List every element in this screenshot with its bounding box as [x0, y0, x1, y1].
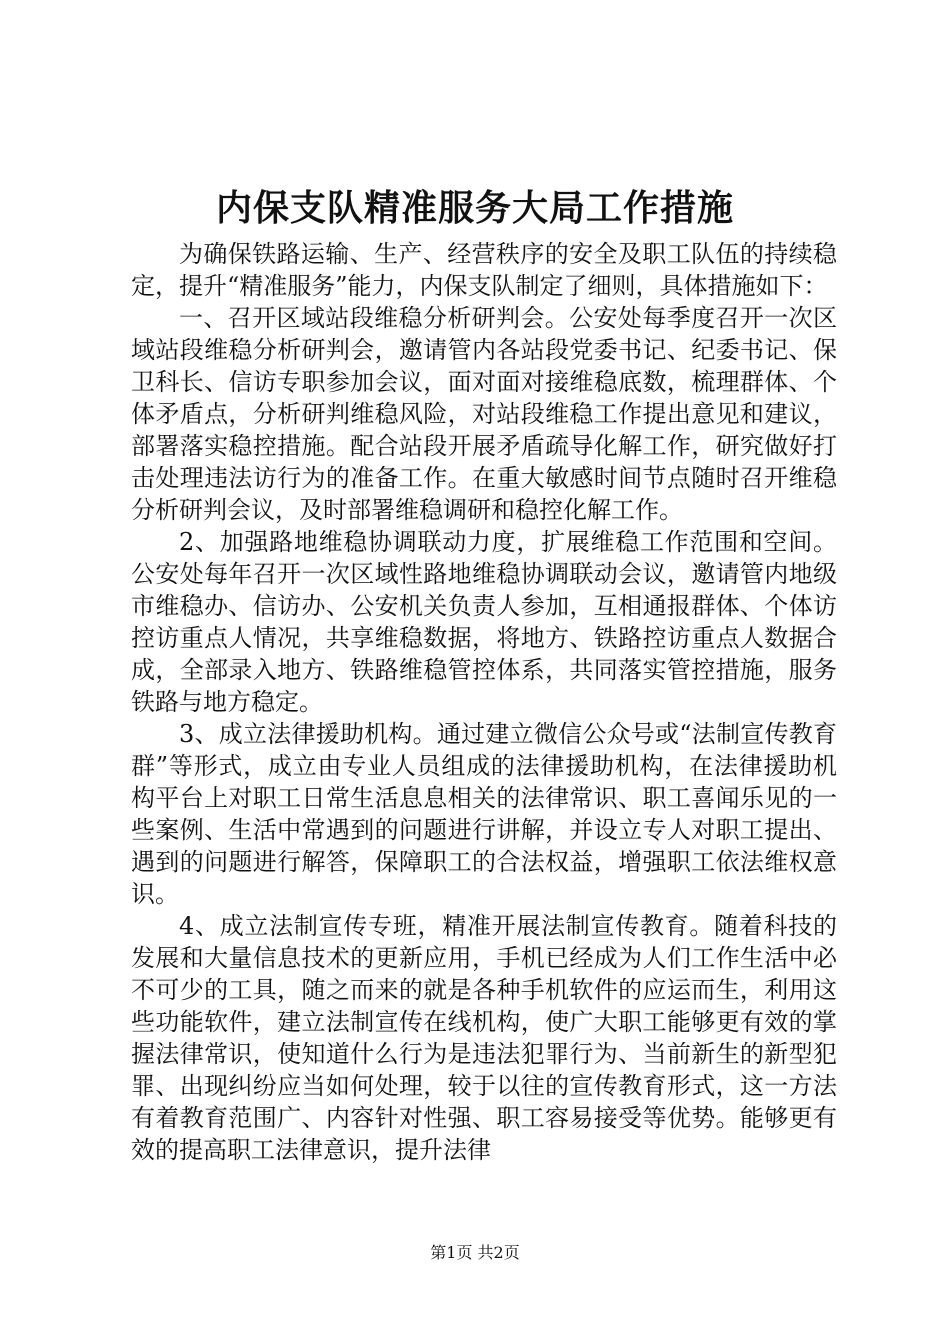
paragraph-item-1: 一、召开区域站段维稳分析研判会。公安处每季度召开一次区域站段维稳分析研判会，邀请管内各站段党委书记、纪委书记、保卫科长、信访专职参加会议，面对面对接维稳底数，梳理群体、个体矛盾点，分析研判维稳风险，对站段维稳工作提出意见和建议，部署落实稳控措施。配合站段开展矛盾疏导化解工作，研究做好打击处理违法访行为的准备工作。在重大敏感时间节点随时召开维稳分析研判会议，及时部署维稳调研和稳控化解工作。 — [131, 304, 837, 524]
paragraph-intro: 为确保铁路运输、生产、经营秩序的安全及职工队伍的持续稳定，提升“精准服务”能力，内保支队制定了细则，具体措施如下： — [131, 240, 837, 300]
document-body — [131, 238, 837, 1166]
document-title: 内保支队精准服务大局工作措施 — [215, 187, 734, 229]
paragraph-item-3: 3、成立法律援助机构。通过建立微信公众号或“法制宣传教育群”等形式，成立由专业人员组成的法律援助机构，在法律援助机构平台上对职工日常生活息息相关的法律常识、职工喜闻乐见的一些案例、生活中常遇到的问题进行讲解，并设立专人对职工提出、遇到的问题进行解答，保障职工的合法权益，增强职工依法维权意识。 — [131, 720, 837, 908]
paragraph-item-4: 4、成立法制宣传专班，精准开展法制宣传教育。随着科技的发展和大量信息技术的更新应用，手机已经成为人们工作生活中必不可少的工具，随之而来的就是各种手机软件的应运而生，利用这些功能软件，建立法制宣传在线机构，使广大职工能够更有效的掌握法律常识，使知道什么行为是违法犯罪行为、当前新生的新型犯罪、出现纠纷应当如何处理，较于以往的宣传教育形式，这一方法有着教育范围广、内容针对性强、职工容易接受等优势。能够更有效的提高职工法律意识，提升法律 — [131, 912, 837, 1164]
paragraph-item-2: 2、加强路地维稳协调联动力度，扩展维稳工作范围和空间。公安处每年召开一次区域性路地维稳协调联动会议，邀请管内地级市维稳办、信访办、公安机关负责人参加，互相通报群体、个体访控访重点人情况，共享维稳数据，将地方、铁路控访重点人数据合成，全部录入地方、铁路维稳管控体系，共同落实管控措施，服务铁路与地方稳定。 — [131, 528, 837, 716]
page-footer: 第1页 共2页 — [430, 1243, 520, 1262]
